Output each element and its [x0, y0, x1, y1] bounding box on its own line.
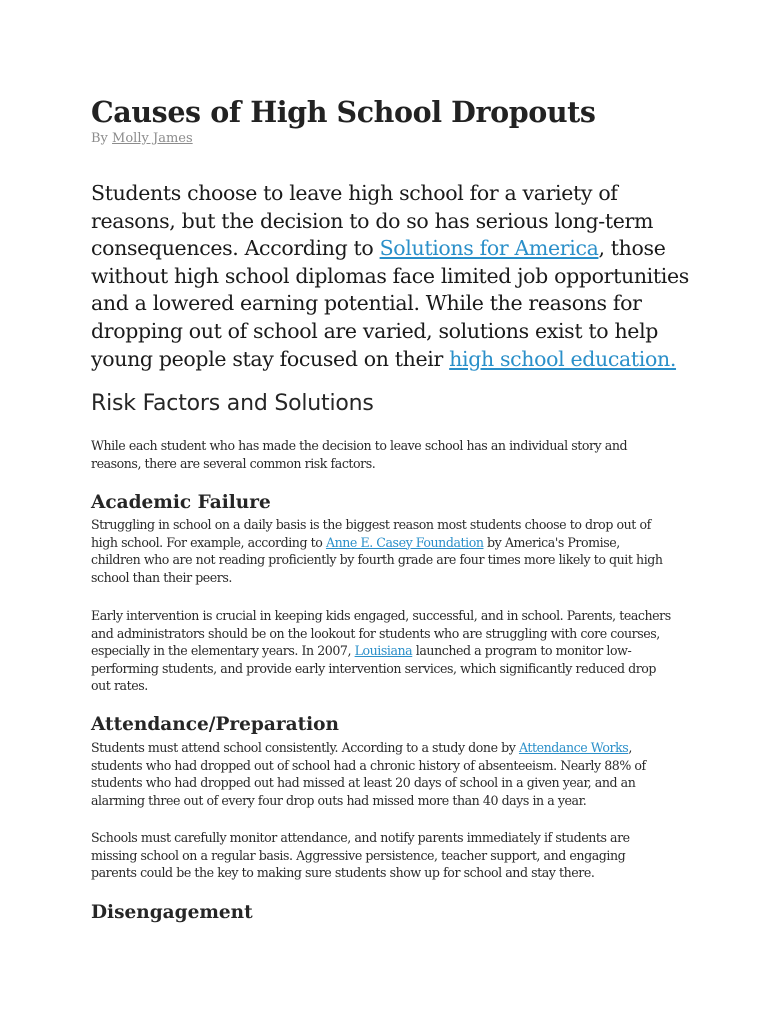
academic-paragraph-1	[91, 516, 671, 586]
lead-text-2: , those without high school diplomas face limited job opportunities and a lowered earning potential. While the reasons for dropping out of school are varied, solutions exist to help young people stay focused on their	[91, 236, 689, 371]
lead-paragraph	[91, 180, 691, 373]
academic-p2-text-2: launched a program to monitor low-performing students, and provide early intervention services, which significantly reduced drop out rates.	[91, 643, 657, 694]
academic-p1-text-1: Struggling in school on a daily basis is the biggest reason most students choose to drop out of high school. For example, according to	[91, 517, 651, 550]
byline	[91, 131, 691, 147]
byline-prefix: By	[91, 131, 108, 146]
attendance-p1-text-2: , students who had dropped out of school had a chronic history of absenteeism. Nearly 88% of students who had dropped out had missed at least 20 days of school in a given year, and an alarming three out of every four drop outs had missed more than 40 days in a year.	[91, 740, 646, 808]
louisiana-link[interactable]: Louisiana	[354, 643, 413, 659]
attendance-p1-text-1: Students must attend school consistently. According to a study done by	[91, 740, 519, 755]
attendance-preparation-heading: Attendance/Preparation	[91, 714, 339, 735]
academic-failure-heading: Academic Failure	[91, 492, 271, 513]
high-school-education-link[interactable]: high school education.	[449, 346, 677, 371]
casey-foundation-link[interactable]: Anne E. Casey Foundation	[325, 534, 484, 550]
academic-p1-text-2: by America's Promise, children who are not reading proficiently by fourth grade are four times more likely to quit high school than their peers.	[91, 534, 663, 585]
attendance-paragraph-2: Schools must carefully monitor attendance, and notify parents immediately if students are missing school on a regular basis. Aggressive persistence, teacher support, and engaging parents could be the key to making sure students show up for school and stay there.	[91, 830, 630, 881]
attendance-works-link[interactable]: Attendance Works	[518, 740, 629, 755]
academic-p2-text-1: Early intervention is crucial in keeping kids engaged, successful, and in school. Parents, teachers and administrators should be on the lookout for students who are struggling with core courses, especially in the elementary years. In 2007,	[91, 608, 671, 659]
author-link[interactable]: Molly James	[112, 131, 193, 146]
attendance-paragraph-1	[91, 739, 671, 809]
solutions-for-america-link[interactable]: Solutions for America	[379, 236, 599, 261]
lead-text-1: Students choose to leave high school for a variety of reasons, but the decision to do so has serious long-term consequences. According to	[91, 181, 654, 261]
risk-intro-paragraph: While each student who has made the decision to leave school has an individual story and reasons, there are several common risk factors.	[91, 438, 628, 471]
article-title: Causes of High School Dropouts	[91, 95, 596, 129]
disengagement-heading: Disengagement	[91, 902, 253, 923]
risk-factors-heading: Risk Factors and Solutions	[91, 391, 374, 416]
academic-paragraph-2	[91, 607, 671, 695]
